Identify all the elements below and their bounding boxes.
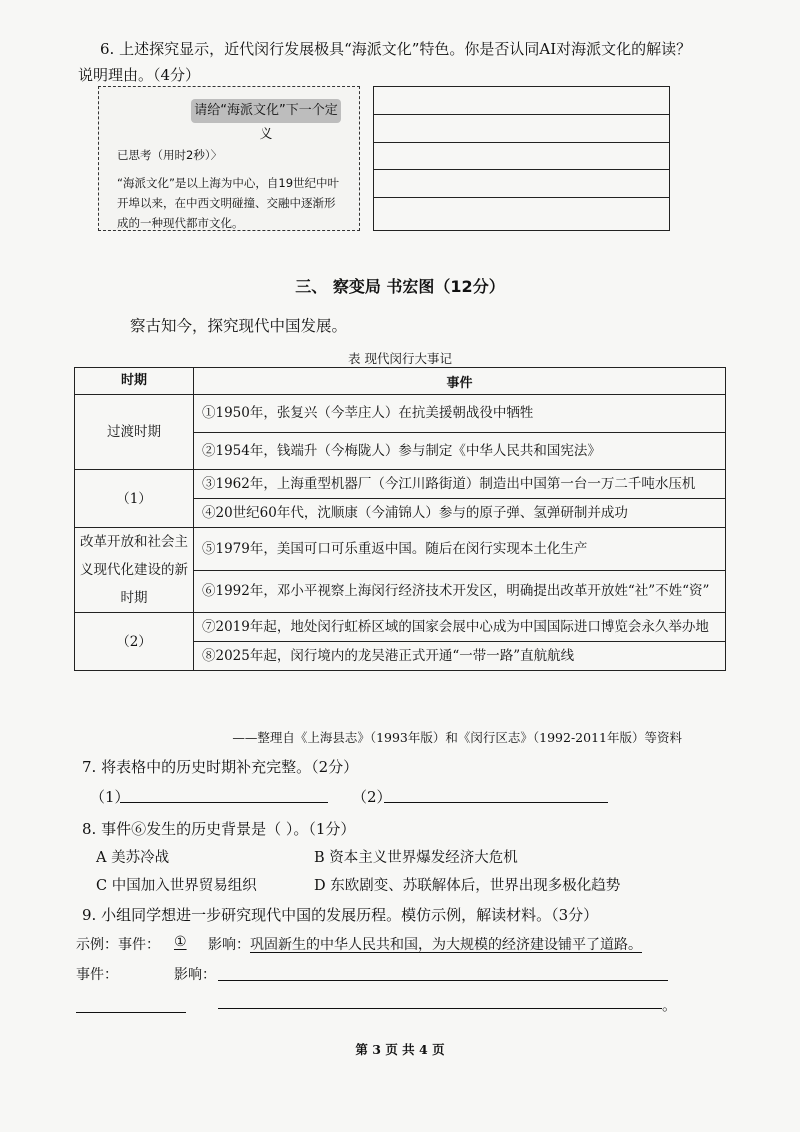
header-event: 事件 xyxy=(194,368,726,395)
event-cell: ⑦2019年起，地处闵行虹桥区域的国家会展中心成为中国国际进口博览会永久举办地 xyxy=(194,613,726,642)
q9-example-event: ① xyxy=(174,934,187,950)
q9-end-mark: 。 xyxy=(662,996,678,1014)
q9-event-line[interactable] xyxy=(76,994,186,1013)
ai-answer-text: “海派文化”是以上海为中心，自19世纪中叶开埠以来，在中西文明碰撞、交融中逐渐形成的一种现代都市文化。 xyxy=(117,176,340,230)
event-cell: ③1962年，上海重型机器厂（今江川路街道）制造出中国第一台一万二千吨水压机 xyxy=(194,470,726,499)
q9-impact-label: 影响： xyxy=(174,967,216,983)
table-row xyxy=(75,528,726,571)
q8-text: 8. 事件⑥发生的历史背景是（ ）。（1分） xyxy=(82,820,356,838)
q9-impact-line-1[interactable] xyxy=(218,962,668,981)
q8-option-a[interactable]: A 美苏冷战 xyxy=(96,850,170,866)
q9-example-impact: 巩固新生的中华人民共和国，为大规模的经济建设铺平了道路。 xyxy=(250,937,642,953)
ai-answer-card xyxy=(98,86,360,231)
q6-text-2: 说明理由。（4分） xyxy=(78,66,201,84)
header-period: 时期 xyxy=(75,368,194,395)
table-source: ——整理自《上海县志》（1993年版）和《闵行区志》（1992-2011年版）等资料 xyxy=(232,730,682,745)
page-footer: 第 3 页 共 4 页 xyxy=(355,1042,445,1057)
table-row xyxy=(75,470,726,499)
q7-text: 7. 将表格中的历史时期补充完整。（2分） xyxy=(82,758,359,776)
table-row xyxy=(75,395,726,433)
section-intro: 察古知今，探究现代中国发展。 xyxy=(130,317,348,335)
event-cell: ⑧2025年起，闵行境内的龙吴港正式开通“一带一路”直航航线 xyxy=(194,642,726,671)
q7-blank1-input[interactable] xyxy=(120,784,328,803)
q8-option-b[interactable]: B 资本主义世界爆发经济大危机 xyxy=(314,850,518,866)
answer-line[interactable] xyxy=(374,115,669,143)
period-cell: （2） xyxy=(75,613,194,671)
q9-example-label: 示例：事件： xyxy=(76,937,160,953)
q9-event-label: 事件： xyxy=(76,967,118,983)
ai-prompt: 请给“海派文化”下一个定义 xyxy=(191,99,341,123)
q7-blank2-label: （2） xyxy=(352,788,392,806)
table-caption: 表 现代闵行大事记 xyxy=(348,351,452,366)
table-row xyxy=(75,613,726,642)
q8-option-d[interactable]: D 东欧剧变、苏联解体后，世界出现多极化趋势 xyxy=(314,878,621,894)
q7-blank1-label: （1） xyxy=(90,788,130,806)
period-cell: 改革开放和社会主义现代化建设的新时期 xyxy=(75,528,194,613)
event-cell: ④20世纪60年代，沈顺康（今浦锦人）参与的原子弹、氢弹研制并成功 xyxy=(194,499,726,528)
table-header-row xyxy=(75,368,726,395)
q9-example-impact-label: 影响： xyxy=(208,937,250,953)
answer-line[interactable] xyxy=(374,143,669,171)
q8-option-c[interactable]: C 中国加入世界贸易组织 xyxy=(96,878,257,894)
answer-line[interactable] xyxy=(374,87,669,115)
answer-line[interactable] xyxy=(374,198,669,226)
answer-line[interactable] xyxy=(374,170,669,198)
q9-text: 9. 小组同学想进一步研究现代中国的发展历程。模仿示例，解读材料。（3分） xyxy=(82,906,599,924)
event-cell: ⑥1992年，邓小平视察上海闵行经济技术开发区，明确提出改革开放姓“社”不姓“资” xyxy=(194,570,726,613)
section-title: 三、 察变局 书宏图（12分） xyxy=(295,277,505,296)
event-cell: ⑤1979年，美国可口可乐重返中国。随后在闵行实现本土化生产 xyxy=(194,528,726,571)
event-cell: ②1954年，钱端升（今梅陇人）参与制定《中华人民共和国宪法》 xyxy=(194,432,726,470)
q6-answer-lines[interactable] xyxy=(373,86,670,231)
ai-thinking-status: 已思考（用时2秒）〉 xyxy=(117,148,223,162)
period-cell: 过渡时期 xyxy=(75,395,194,470)
q7-blank2-input[interactable] xyxy=(384,784,608,803)
event-cell: ①1950年，张复兴（今莘庄人）在抗美援朝战役中牺牲 xyxy=(194,395,726,433)
period-cell: （1） xyxy=(75,470,194,528)
events-table xyxy=(74,367,726,671)
q9-impact-line-2[interactable] xyxy=(218,990,662,1009)
q6-text: 6. 上述探究显示，近代闵行发展极具“海派文化”特色。你是否认同AI对海派文化的解读？ xyxy=(100,40,692,58)
